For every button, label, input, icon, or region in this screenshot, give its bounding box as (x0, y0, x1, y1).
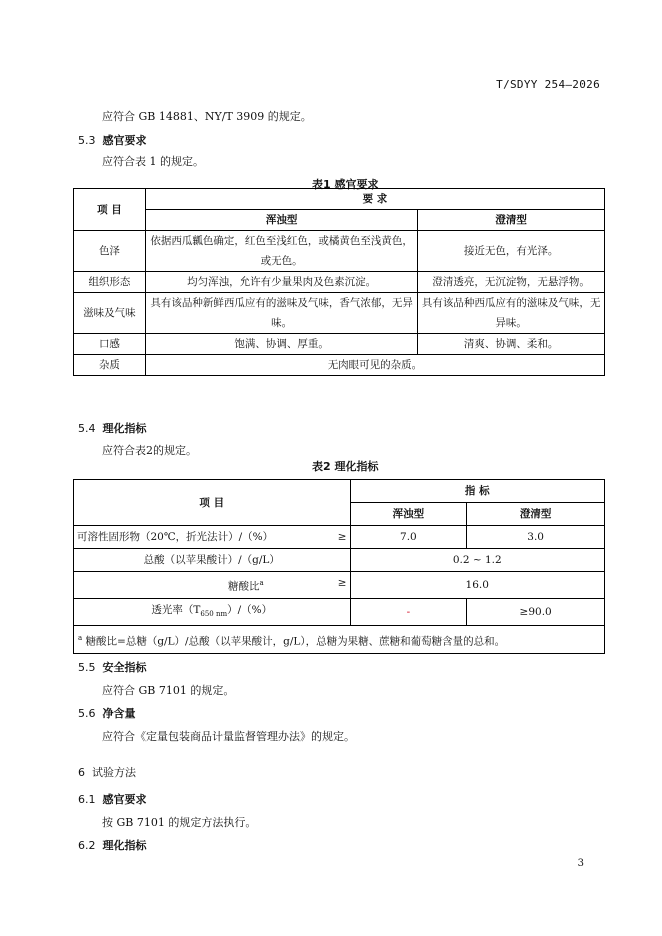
row-clear: ≥90.0 (467, 598, 605, 625)
row-item (74, 526, 351, 549)
ge-sign: ≥ (337, 531, 347, 543)
row-item: 口感 (74, 334, 146, 355)
footnote-text: 糖酸比=总糖（g/L）/总酸（以苹果酸计，g/L），总糖为果糖、蔗糖和葡萄糖含量的总和。 (82, 635, 506, 648)
ge-sign: ≥ (337, 577, 347, 589)
section-number: 5.4 (78, 422, 96, 435)
row-item: 杂质 (74, 355, 146, 376)
footnote-mark: a (78, 633, 83, 642)
row-turbid: 7.0 (350, 526, 467, 549)
section-title: 感官要求 (102, 793, 147, 806)
row-turbid: - (350, 598, 467, 625)
section-title: 感官要求 (102, 134, 147, 147)
row-turbid: 具有该品种新鲜西瓜应有的滋味及气味，香气浓郁，无异味。 (145, 293, 417, 334)
section-5-6-body: 应符合《定量包装商品计量监督管理办法》的规定。 (102, 730, 355, 743)
row-item-label-end: ）/（%） (227, 603, 273, 616)
section-title: 净含量 (102, 707, 136, 720)
section-title: 理化指标 (102, 839, 147, 852)
row-item: 滋味及气味 (74, 293, 146, 334)
table-row (74, 272, 605, 293)
table-row (74, 293, 605, 334)
section-6-heading (78, 764, 136, 780)
table-row (74, 572, 605, 599)
table-row (74, 231, 605, 272)
row-clear: 具有该品种西瓜应有的滋味及气味，无异味。 (418, 293, 605, 334)
section-number: 6 (78, 766, 85, 779)
row-turbid: 依据西瓜瓤色确定，红色至浅红色，或橘黄色至浅黄色，或无色。 (145, 231, 417, 272)
section-5-3-body: 应符合表 1 的规定。 (102, 155, 204, 168)
row-item (74, 572, 351, 599)
section-5-4-heading (78, 420, 147, 436)
section-5-4-body: 应符合表2的规定。 (102, 444, 197, 457)
page-number: 3 (577, 858, 584, 869)
subscript: 650 nm (200, 609, 228, 618)
row-clear: 澄清透亮，无沉淀物，无悬浮物。 (418, 272, 605, 293)
section-5-5-heading (78, 659, 147, 675)
table2-caption: 表2 理化指标 (312, 460, 379, 473)
row-item: 总酸（以苹果酸计）/（g/L） (74, 549, 351, 572)
row-clear: 清爽、协调、柔和。 (418, 334, 605, 355)
row-merged-value: 0.2 ~ 1.2 (350, 549, 605, 572)
row-item-label: 可溶性固形物（20℃，折光法计）/（%） (77, 531, 274, 543)
table1-header-requirement: 要 求 (145, 189, 604, 210)
section-6-2-heading (78, 837, 147, 853)
table-row (74, 598, 605, 625)
section-5-5-body: 应符合 GB 7101 的规定。 (102, 684, 235, 697)
section-title: 安全指标 (102, 661, 147, 674)
section-5-6-heading (78, 705, 136, 721)
table-footnote-row (74, 625, 605, 654)
row-turbid: 均匀浑浊，允许有少量果肉及色素沉淀。 (145, 272, 417, 293)
section-number: 6.1 (78, 793, 96, 806)
footnote-mark: a (259, 579, 264, 587)
section-title: 理化指标 (102, 422, 147, 435)
table1-header-turbid: 浑浊型 (145, 210, 417, 231)
table-row (74, 549, 605, 572)
table2-header-item: 项 目 (74, 480, 351, 526)
row-turbid: 饱满、协调、厚重。 (145, 334, 417, 355)
table-row (74, 334, 605, 355)
section-number: 5.3 (78, 134, 96, 147)
row-item-label: 透光率（T (151, 603, 201, 616)
row-item: 组织形态 (74, 272, 146, 293)
section-5-3-heading (78, 132, 147, 148)
table1-header-item: 项 目 (74, 189, 146, 231)
document-header-id: T/SDYY 254—2026 (496, 78, 600, 91)
section-number: 5.5 (78, 661, 96, 674)
row-item (74, 598, 351, 625)
section-number: 6.2 (78, 839, 96, 852)
table-footnote (74, 625, 605, 654)
table2-header-index: 指 标 (350, 480, 605, 503)
physicochemical-index-table (73, 479, 605, 654)
table2-header-turbid: 浑浊型 (350, 503, 467, 526)
section-6-1-body: 按 GB 7101 的规定方法执行。 (102, 816, 257, 829)
row-clear: 3.0 (467, 526, 605, 549)
table2-header-clear: 澄清型 (467, 503, 605, 526)
row-merged-value: 16.0 (350, 572, 605, 599)
section-title: 试验方法 (92, 766, 136, 779)
section-6-1-heading (78, 791, 147, 807)
row-item-label: 糖酸比 (228, 580, 260, 593)
row-item: 色泽 (74, 231, 146, 272)
table1-header-clear: 澄清型 (418, 210, 605, 231)
table-row (74, 526, 605, 549)
intro-text: 应符合 GB 14881、NY/T 3909 的规定。 (102, 110, 312, 123)
section-number: 5.6 (78, 707, 96, 720)
table-row (74, 355, 605, 376)
row-merged-value: 无肉眼可见的杂质。 (145, 355, 604, 376)
sensory-requirements-table (73, 188, 605, 376)
row-clear: 接近无色，有光泽。 (418, 231, 605, 272)
table1-caption: 表1 感官要求 (312, 178, 379, 191)
